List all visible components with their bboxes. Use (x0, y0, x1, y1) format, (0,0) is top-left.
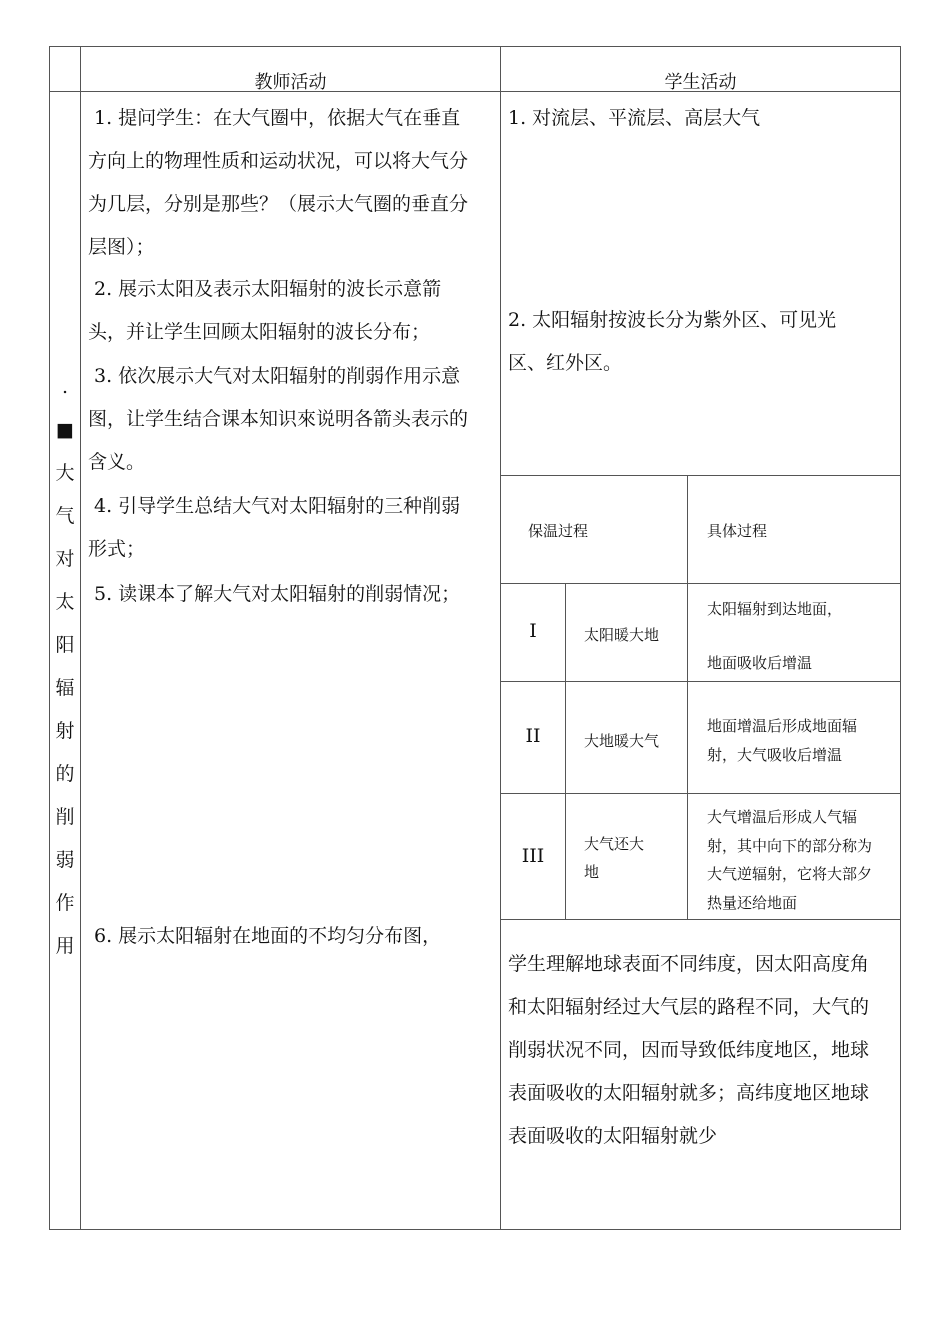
section-char: 对 (55, 548, 75, 570)
teacher-item-1: 1. 提问学生：在大气圈中，依据大气在垂直 方向上的物理性质和运动状况，可以将大气分 为几层，分别是那些？（展示大气圈的垂直分 层图）； (88, 107, 469, 258)
student-answer-6: 学生理解地球表面不同纬度，因太阳高度角 和太阳辐射经过大气层的路程不同，大气的 削弱状况不同，因而导致低纬度地区，地球 表面吸收的太阳辐射就多；高纬度地区地球 表面吸收的太阳辐射就少 (508, 953, 870, 1147)
inner-table-row2-detail: 地面增温后形成地面辐 射，大气吸收后增温 (707, 717, 858, 764)
inner-table-row1-bottom (500, 681, 901, 682)
section-column-divider (80, 46, 81, 1230)
section-char: 阳 (55, 634, 75, 656)
teacher-item-4: 4. 引导学生总结大气对太阳辐射的三种削弱 形式； (88, 495, 461, 560)
student-answer-1: 1. 对流层、平流层、高层大气 (508, 107, 761, 129)
section-char: 的 (55, 763, 75, 785)
section-title-vertical (50, 366, 80, 968)
section-char: 气 (55, 505, 75, 527)
section-char: 射 (55, 720, 75, 742)
table-border-right (900, 46, 901, 1230)
inner-table-header-process: 保温过程 (528, 522, 589, 540)
inner-table-row2-bottom (500, 793, 901, 794)
inner-table-row1-name: 太阳暖大地 (584, 626, 660, 644)
teacher-item-5: 5. 读课本了解大气对太阳辐射的削弱情况； (94, 583, 461, 605)
inner-table-col-divider (687, 475, 688, 920)
inner-table-bottom (500, 919, 901, 920)
section-char: 大 (55, 462, 75, 484)
teacher-item-2: 2. 展示太阳及表示太阳辐射的波长示意箭 头，并让学生回顾太阳辐射的波长分布； (88, 278, 442, 343)
teacher-item-3: 3. 依次展示大气对太阳辐射的削弱作用示意 图，让学生结合课本知识來说明各箭头表示的 含义。 (88, 365, 469, 473)
inner-table-row2-name: 大地暖大气 (584, 732, 660, 750)
section-char: 弱 (55, 849, 75, 871)
section-marker: . (61, 376, 69, 398)
inner-table-row3-num: III (521, 845, 545, 867)
inner-table-header-detail: 具体过程 (707, 522, 768, 540)
section-square-bullet: ■ (56, 419, 74, 441)
header-teacher-activity: 教师活动 (254, 72, 327, 93)
inner-table-row3-name: 大气还大 地 (584, 835, 645, 881)
inner-table-row1-num: I (529, 620, 537, 642)
header-student-activity: 学生活动 (664, 72, 737, 93)
student-answer-2: 2. 太阳辐射按波长分为紫外区、可见光 区、红外区。 (508, 309, 837, 374)
table-border-bottom (49, 1229, 901, 1230)
inner-table-row1-detail: 太阳辐射到达地面， 地面吸收后增温 (707, 600, 843, 672)
table-border-top (49, 46, 901, 47)
inner-table-row3-detail: 大气增温后形成人气辐 射，其中向下的部分称为 大气逆辐射，它将大部夕 热量还给地面 (707, 808, 873, 912)
section-char: 太 (55, 591, 75, 613)
teacher-item-6: 6. 展示太阳辐射在地面的不均匀分布图， (94, 925, 442, 947)
section-char: 作 (55, 892, 75, 914)
section-char: 削 (55, 806, 75, 828)
section-char: 辐 (55, 677, 75, 699)
inner-table-header-bottom (500, 583, 901, 584)
section-char: 用 (55, 935, 75, 957)
inner-table-row2-num: II (525, 725, 541, 747)
inner-table-top (500, 475, 901, 476)
